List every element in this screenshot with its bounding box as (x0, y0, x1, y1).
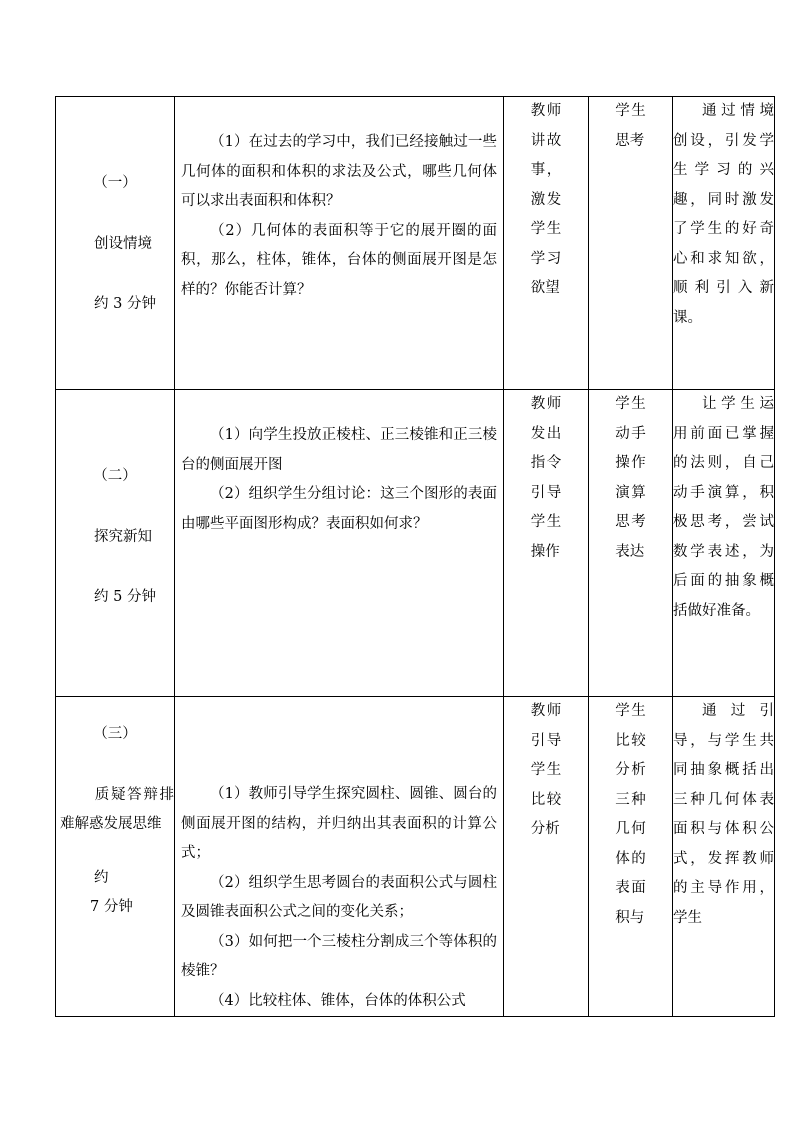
table-row (56, 97, 775, 390)
content-paragraph: （3）如何把一个三棱柱分割成三个等体积的棱锥？ (181, 933, 497, 979)
stage-cell (56, 697, 175, 1017)
content-paragraph: （1）向学生投放正棱柱、正三棱锥和正三棱台的侧面展开图 (181, 427, 497, 473)
stage-time-prefix: 约 (94, 869, 109, 886)
student-activity-cell (589, 390, 673, 697)
stage-name: 探究新知 (94, 528, 152, 545)
design-purpose: 通过引导，与学生共同抽象概括出三种几何体表面积与体积公式，发挥教师的主导作用，学生 (673, 703, 774, 926)
stage-time: 约 3 分钟 (94, 296, 156, 312)
teacher-activity-cell (504, 390, 589, 697)
design-purpose: 通过情境创设，引发学生学习的兴趣，同时激发了学生的好奇心和求知欲，顺利引入新课。 (673, 103, 774, 326)
content-paragraph: （2）组织学生思考圆台的表面积公式与圆柱及圆锥表面积公式之间的变化关系； (181, 874, 497, 920)
teacher-activity: 教师讲故事，激发学生学习欲望 (530, 103, 562, 296)
content-paragraph: （2）几何体的表面积等于它的展开圈的面积，那么，柱体，锥体，台体的侧面展开图是怎样的？你能否计算？ (181, 222, 497, 298)
student-activity-cell (589, 697, 673, 1017)
design-purpose-cell (673, 697, 775, 1017)
lesson-plan-table (55, 96, 775, 1017)
content-cell (175, 97, 504, 390)
stage-time: 7 分钟 (90, 899, 133, 915)
teacher-activity: 教师发出指令引导学生操作 (530, 396, 562, 560)
student-activity: 学生比较分析三种几何体的表面积与 (615, 703, 646, 926)
design-purpose-cell (673, 97, 775, 390)
teacher-activity-cell (504, 697, 589, 1017)
stage-number: （二） (93, 468, 137, 484)
content-cell (175, 390, 504, 697)
design-purpose-cell (673, 390, 775, 697)
stage-cell (56, 390, 175, 697)
table-row (56, 390, 775, 697)
stage-cell (56, 97, 175, 390)
content-paragraph: （2）组织学生分组讨论：这三个图形的表面由哪些平面图形构成？表面积如何求？ (181, 486, 497, 532)
design-purpose: 让学生运用前面已掌握的法则，自己动手演算，积极思考，尝试数学表述，为后面的抽象概括做好准备。 (673, 396, 774, 619)
stage-number: （一） (93, 175, 137, 191)
teacher-activity-cell (504, 97, 589, 390)
student-activity: 学生动手操作演算思考表达 (615, 396, 646, 560)
stage-time: 约 5 分钟 (94, 589, 156, 605)
stage-name: 创设情境 (94, 235, 152, 252)
teacher-activity: 教师引导学生比较分析 (530, 703, 562, 837)
content-cell (175, 697, 504, 1017)
stage-number: （三） (93, 726, 137, 742)
content-paragraph: （1）在过去的学习中，我们已经接触过一些几何体的面积和体积的求法及公式，哪些几何体可以求出表面积和体积？ (181, 134, 497, 209)
stage-name: 质疑答辩排难解惑发展思维 (60, 786, 174, 832)
content-paragraph: （4）比较柱体、锥体，台体的体积公式 (210, 992, 466, 1009)
student-activity-cell (589, 97, 673, 390)
student-activity: 学生思考 (615, 103, 646, 149)
content-paragraph: （1）教师引导学生探究圆柱、圆锥、圆台的侧面展开图的结构，并归纳出其表面积的计算公式； (181, 786, 497, 861)
table-row (56, 697, 775, 1017)
